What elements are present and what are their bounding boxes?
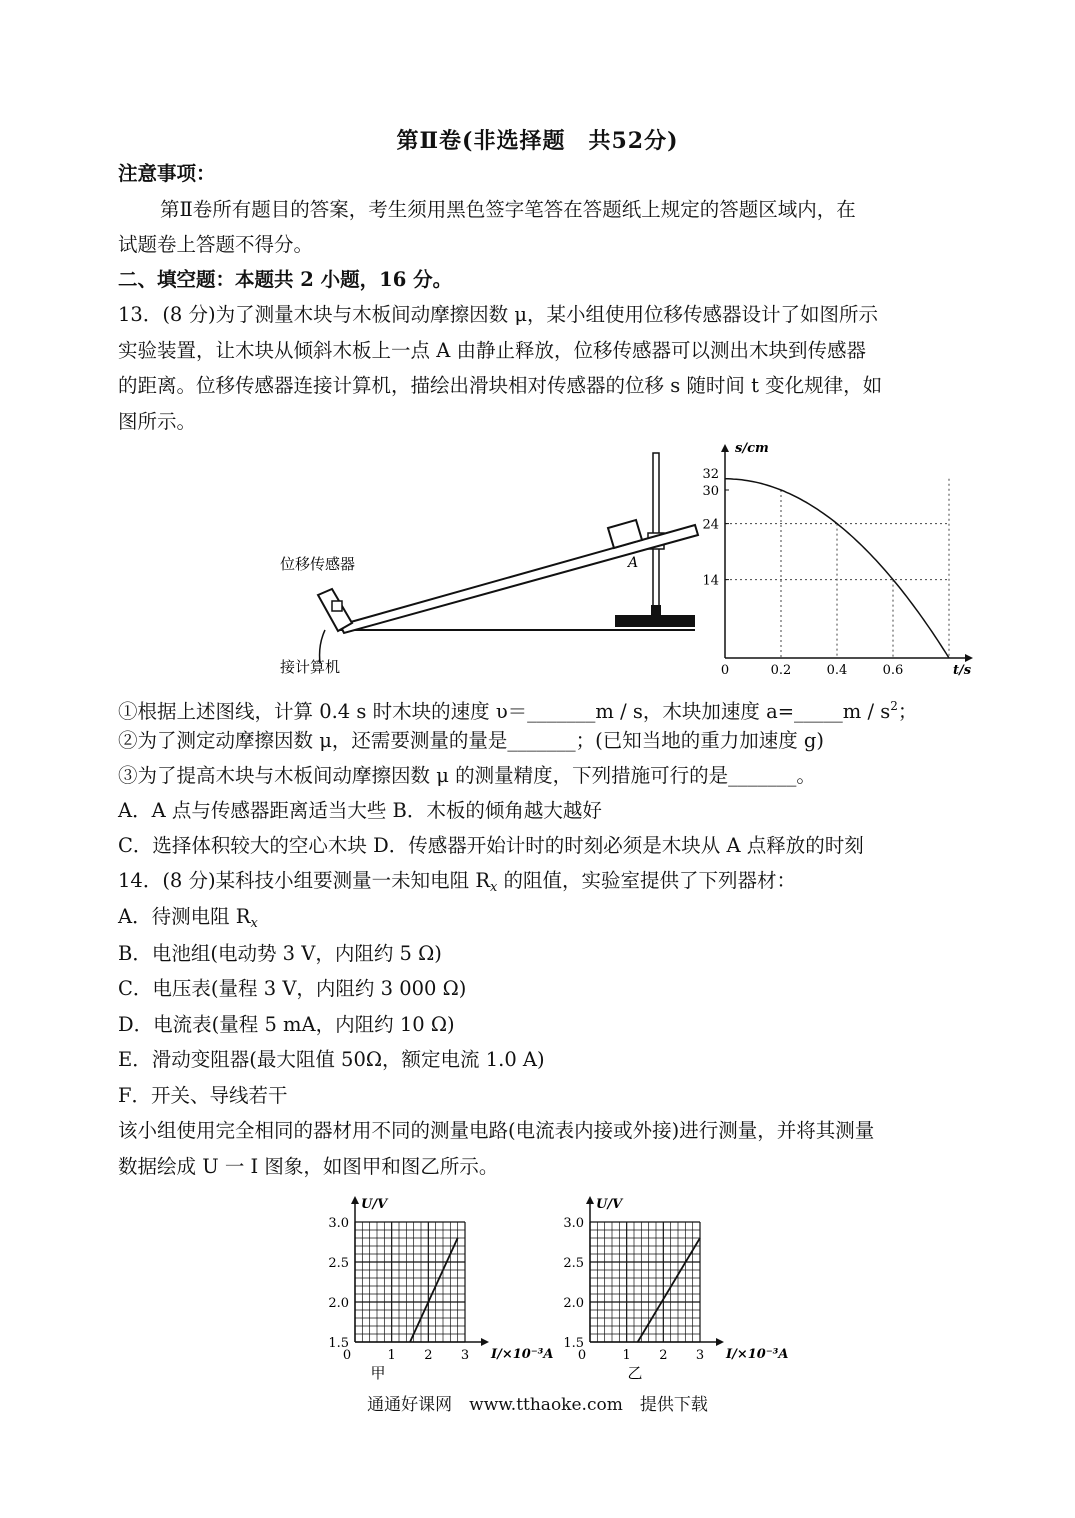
section-heading: 二、填空题：本题共 2 小题，16 分。 xyxy=(118,268,453,291)
x-tick-label: 0 xyxy=(342,1348,352,1363)
q13-item-1-end: ； xyxy=(897,700,918,723)
q14-line-1 xyxy=(118,867,958,902)
y-axis-label: U/V xyxy=(361,1197,388,1212)
x-tick-label: 0.4 xyxy=(826,663,848,678)
x-tick-label: 0 xyxy=(720,663,730,678)
q13-item-1-text: ①根据上述图线，计算 0.4 s 时木块的速度 υ＝_______m / s，木块加速度 a=_____m / s xyxy=(118,700,891,723)
q14-line-1-end: 的阻值，实验室提供了下列器材： xyxy=(497,869,797,892)
y-tick-label: 2.0 xyxy=(563,1296,584,1311)
y-tick-label: 3.0 xyxy=(563,1216,584,1231)
y-tick-label: 24 xyxy=(702,517,719,533)
q14-option-e: E．滑动变阻器(最大阻值 50Ω，额定电流 1.0 A) xyxy=(118,1048,545,1071)
u-i-line xyxy=(638,1238,700,1342)
x-tick-label: 0 xyxy=(577,1348,587,1363)
x-tick-label: 0.6 xyxy=(882,663,904,678)
q14-option-a-text: A．待测电阻 R xyxy=(118,905,251,928)
y-tick-label: 30 xyxy=(702,484,719,499)
u-i-chart-yi xyxy=(545,1192,815,1382)
q14-option-c: C．电压表(量程 3 V，内阻约 3 000 Ω) xyxy=(118,977,467,1000)
y-tick-label: 2.0 xyxy=(328,1296,349,1311)
computer-label: 接计算机 xyxy=(280,658,341,676)
u-i-chart-jia xyxy=(310,1192,554,1382)
x-axis-label: t/s xyxy=(953,663,972,678)
q13-line-2: 实验装置，让木块从倾斜木板上一点 A 由静止释放，位移传感器可以测出木块到传感器 xyxy=(118,339,866,362)
q14-option-a xyxy=(118,903,958,938)
q13-line-3: 的距离。位移传感器连接计算机，描绘出滑块相对传感器的位移 s 随时间 t 变化规律，如 xyxy=(118,374,883,397)
chart-label: 乙 xyxy=(627,1364,643,1382)
y-tick-label: 1.5 xyxy=(328,1336,349,1351)
q14-option-a-sub: x xyxy=(250,916,258,931)
y-tick-label: 32 xyxy=(702,466,719,482)
q13-item-3: ③为了提高木块与木板间动摩擦因数 μ 的测量精度，下列措施可行的是_______。 xyxy=(118,764,816,787)
y-tick-label: 3.0 xyxy=(328,1216,349,1231)
chart-label: 甲 xyxy=(370,1364,386,1382)
q13-line-4: 图所示。 xyxy=(118,410,197,433)
y-tick-label: 14 xyxy=(702,573,719,589)
x-tick-label: 1 xyxy=(387,1348,396,1363)
page-title: 第Ⅱ卷(非选择题 共52分) xyxy=(396,128,679,154)
notice-line-1: 第Ⅱ卷所有题目的答案，考生须用黑色签字笔答在答题纸上规定的答题区域内，在 xyxy=(160,198,856,221)
x-tick-label: 3 xyxy=(460,1348,470,1363)
notice-heading: 注意事项： xyxy=(118,162,216,185)
x-tick-label: 2 xyxy=(659,1348,668,1363)
q13-item-2: ②为了测定动摩擦因数 μ，还需要测量的量是_______；(已知当地的重力加速度 g) xyxy=(118,729,825,752)
x-tick-label: 1 xyxy=(622,1348,631,1363)
footer: 通通好课网 www.tthaoke.com 提供下载 xyxy=(367,1395,708,1415)
y-tick-label: 2.5 xyxy=(328,1256,349,1271)
y-axis-label: s/cm xyxy=(735,441,769,456)
q14-line-1-sub: x xyxy=(490,880,498,895)
notice-line-2: 试题卷上答题不得分。 xyxy=(118,233,314,256)
q13-item-1-sup: 2 xyxy=(890,699,898,713)
q13-item-1 xyxy=(118,692,958,726)
sensor-label: 位移传感器 xyxy=(280,555,356,573)
q13-line-1: 13．(8 分)为了测量木块与木板间动摩擦因数 μ，某小组使用位移传感器设计了如图所示 xyxy=(118,303,879,326)
s-t-chart xyxy=(695,438,980,678)
x-tick-label: 3 xyxy=(695,1348,705,1363)
x-tick-label: 2 xyxy=(424,1348,433,1363)
y-tick-label: 1.5 xyxy=(563,1336,584,1351)
q14-option-b: B．电池组(电动势 3 V，内阻约 5 Ω) xyxy=(118,942,442,965)
x-axis-label: I/×10⁻³A xyxy=(491,1347,554,1362)
x-tick-label: 0.2 xyxy=(770,663,792,678)
q14-option-f: F．开关、导线若干 xyxy=(118,1084,288,1107)
q14-para-2: 数据绘成 U 一 I 图象，如图甲和图乙所示。 xyxy=(118,1155,499,1178)
point-a-label: A xyxy=(628,555,639,571)
x-axis-label: I/×10⁻³A xyxy=(726,1347,789,1362)
apparatus-figure xyxy=(270,445,710,685)
s-t-curve xyxy=(725,479,949,658)
y-axis-label: U/V xyxy=(596,1197,623,1212)
q14-para-1: 该小组使用完全相同的器材用不同的测量电路(电流表内接或外接)进行测量，并将其测量 xyxy=(118,1119,875,1142)
y-tick-label: 2.5 xyxy=(563,1256,584,1271)
q14-option-d: D．电流表(量程 5 mA，内阻约 10 Ω) xyxy=(118,1013,455,1036)
q13-option-ab: A．A 点与传感器距离适当大些 B．木板的倾角越大越好 xyxy=(118,799,602,822)
q13-option-cd: C．选择体积较大的空心木块 D．传感器开始计时的时刻必须是木块从 A 点释放的时刻 xyxy=(118,834,864,857)
q14-line-1-text: 14．(8 分)某科技小组要测量一未知电阻 R xyxy=(118,869,491,892)
